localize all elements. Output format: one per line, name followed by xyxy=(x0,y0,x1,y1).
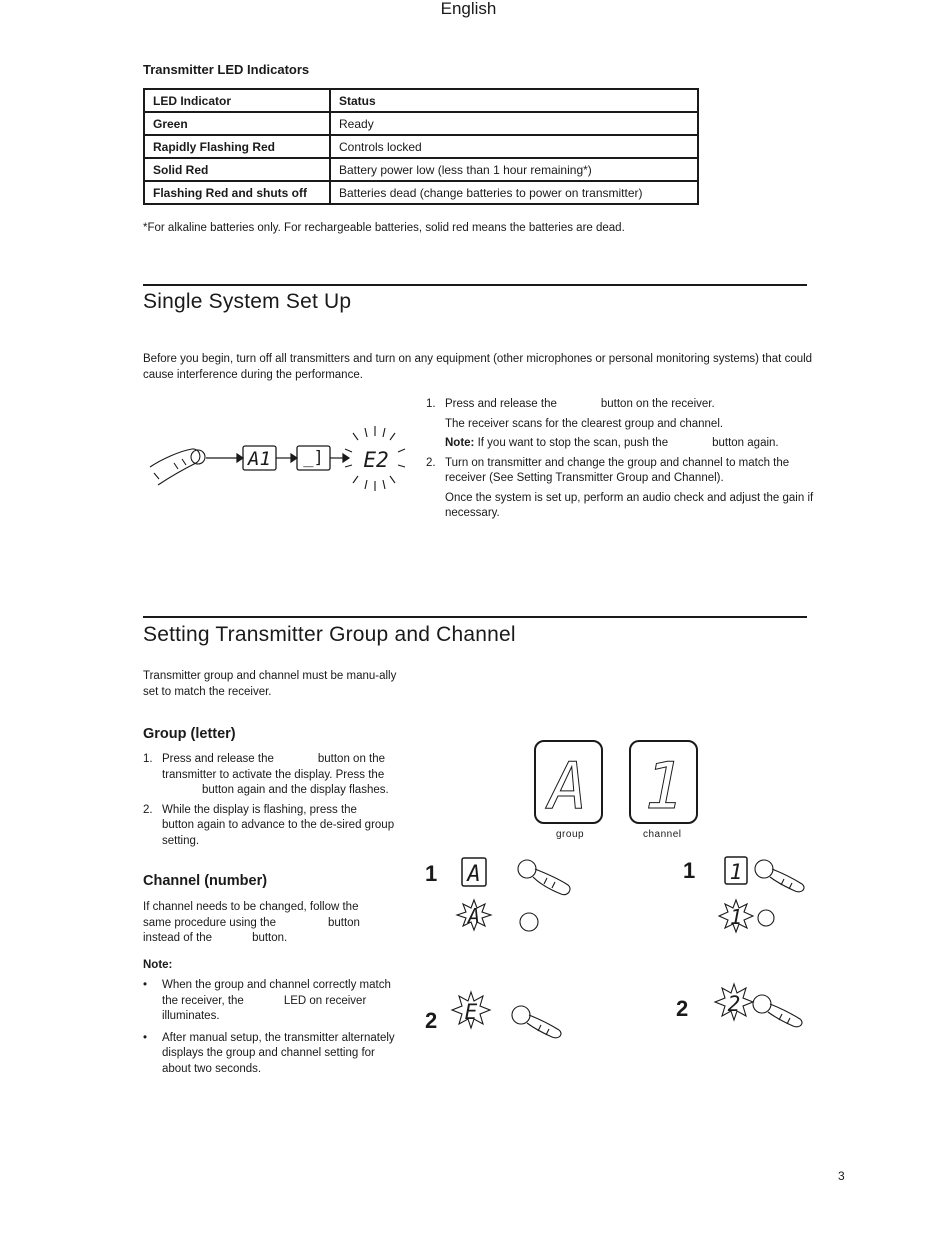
section-divider xyxy=(143,616,807,618)
group-step1-text-b: button on the transmitter to activate the display. Press the xyxy=(162,753,386,781)
channel-step-2-diagram xyxy=(706,982,818,1042)
display-scan-text: _] xyxy=(303,448,324,468)
group-step-1-number: 1 xyxy=(425,861,438,886)
finger-press-icon xyxy=(518,860,570,895)
channel-text-c: button. xyxy=(252,932,288,944)
segment-display-text: A xyxy=(467,904,481,928)
status-cell: Controls locked xyxy=(330,135,698,158)
list-item xyxy=(143,978,398,1025)
group-step-1-diagram xyxy=(455,855,580,935)
single-setup-title: Single System Set Up xyxy=(143,290,352,313)
group-step2-text-a: While the display is flashing, press the xyxy=(162,803,357,816)
table-row xyxy=(144,135,698,158)
note-label: Note: xyxy=(445,437,475,449)
note-heading: Note: xyxy=(143,959,173,971)
display-e2-text: E2 xyxy=(363,448,389,472)
channel-step-1-diagram xyxy=(712,852,822,942)
led-footnote: *For alkaline batteries only. For rechargeable batteries, solid red means the batteries are dead. xyxy=(143,222,625,234)
bullet-icon: • xyxy=(143,1031,148,1044)
scan-note xyxy=(426,436,821,452)
step-number: 1. xyxy=(426,398,436,410)
status-cell: Ready xyxy=(330,112,698,135)
led-indicator-table xyxy=(143,88,699,205)
group-channel-intro: Transmitter group and channel must be manu-ally set to match the receiver. xyxy=(143,670,397,698)
list-item xyxy=(426,397,821,413)
step1-subtext: The receiver scans for the clearest group and channel. xyxy=(445,417,724,430)
note-text-b: button again. xyxy=(712,437,779,449)
status-cell: Batteries dead (change batteries to power on transmitter) xyxy=(330,181,698,204)
group-step2-text-b: button again to advance to the de-sired group setting. xyxy=(162,819,395,847)
single-setup-steps xyxy=(426,397,821,522)
list-item xyxy=(143,752,405,799)
finger-press-icon xyxy=(512,1006,561,1038)
step1-text-a: Press and release the xyxy=(445,398,557,410)
led-cell: Rapidly Flashing Red xyxy=(144,135,330,158)
finger-press-icon xyxy=(150,449,205,485)
column-header-status: Status xyxy=(330,89,698,112)
channel-text-b: button instead of the xyxy=(143,916,360,944)
led-cell: Solid Red xyxy=(144,158,330,181)
segment-display-text: 2 xyxy=(727,992,741,1016)
scan-illustration xyxy=(140,425,400,500)
notes-list xyxy=(143,978,398,1083)
arrow-icon xyxy=(206,454,349,462)
group-step1-text-c: button again and the display flashes. xyxy=(202,784,389,796)
note2-text: After manual setup, the transmitter alternately displays the group and channel setting for about two seconds. xyxy=(162,1031,395,1075)
channel-heading: Channel (number) xyxy=(143,873,268,889)
group-channel-title: Setting Transmitter Group and Channel xyxy=(143,623,516,646)
group-step-2-number: 2 xyxy=(425,1008,438,1033)
step1-text-b: button on the receiver. xyxy=(600,398,715,410)
list-item xyxy=(426,456,821,487)
button-icon xyxy=(758,910,774,926)
channel-text xyxy=(143,900,388,947)
channel-step-1-number: 1 xyxy=(683,858,696,883)
led-cell: Green xyxy=(144,112,330,135)
step-number: 1. xyxy=(143,753,153,765)
list-item xyxy=(143,803,405,850)
display-a1-text: A1 xyxy=(248,448,271,470)
single-setup-intro: Before you begin, turn off all transmitters and turn on any equipment (other microphones or personal monitoring systems) that could cause interference during the performance. xyxy=(143,353,813,381)
column-header-led: LED Indicator xyxy=(144,89,330,112)
table-row xyxy=(144,181,698,204)
page-number: 3 xyxy=(838,1169,845,1183)
table-row xyxy=(144,112,698,135)
channel-text-a: If channel needs to be changed, follow the same procedure using the xyxy=(143,901,359,929)
group-steps xyxy=(143,752,405,849)
note1-text-a: When the group and channel correctly match the receiver, the xyxy=(162,979,391,1007)
segment-display-text: E xyxy=(464,1000,478,1024)
step-number: 2. xyxy=(426,456,436,469)
group-step1-text-a: Press and release the xyxy=(162,753,274,765)
group-step-2-diagram xyxy=(447,990,577,1050)
finger-press-icon xyxy=(755,860,804,892)
status-cell: Battery power low (less than 1 hour remaining*) xyxy=(330,158,698,181)
channel-step-2-number: 2 xyxy=(676,996,689,1021)
note1-text-b: LED on receiver illuminates. xyxy=(162,994,367,1022)
segment-display-text: 1 xyxy=(729,860,743,884)
bullet-icon: • xyxy=(143,979,148,991)
step-number: 2. xyxy=(143,803,153,816)
finger-press-icon xyxy=(753,995,802,1027)
note-text-a: If you want to stop the scan, push the xyxy=(477,437,669,449)
table-row xyxy=(144,158,698,181)
step2-text: Turn on transmitter and change the group and channel to match the receiver (See Setting Transmitter Group and Channel). xyxy=(445,456,790,484)
group-display-text: A xyxy=(548,750,588,824)
channel-display-text: 1 xyxy=(644,750,684,824)
language-label: English xyxy=(440,0,497,18)
led-section-heading: Transmitter LED Indicators xyxy=(143,62,310,77)
button-icon xyxy=(520,913,538,931)
step2-subtext: Once the system is set up, perform an audio check and adjust the gain if necessary. xyxy=(445,491,814,519)
section-divider xyxy=(143,284,807,286)
segment-display-text: A xyxy=(467,862,481,887)
group-heading: Group (letter) xyxy=(143,726,236,742)
table-header-row xyxy=(144,89,698,112)
segment-display-text: 1 xyxy=(729,905,743,929)
list-item xyxy=(143,1031,398,1078)
group-label: group xyxy=(556,829,585,840)
channel-label: channel xyxy=(643,829,682,840)
led-cell: Flashing Red and shuts off xyxy=(144,181,330,204)
